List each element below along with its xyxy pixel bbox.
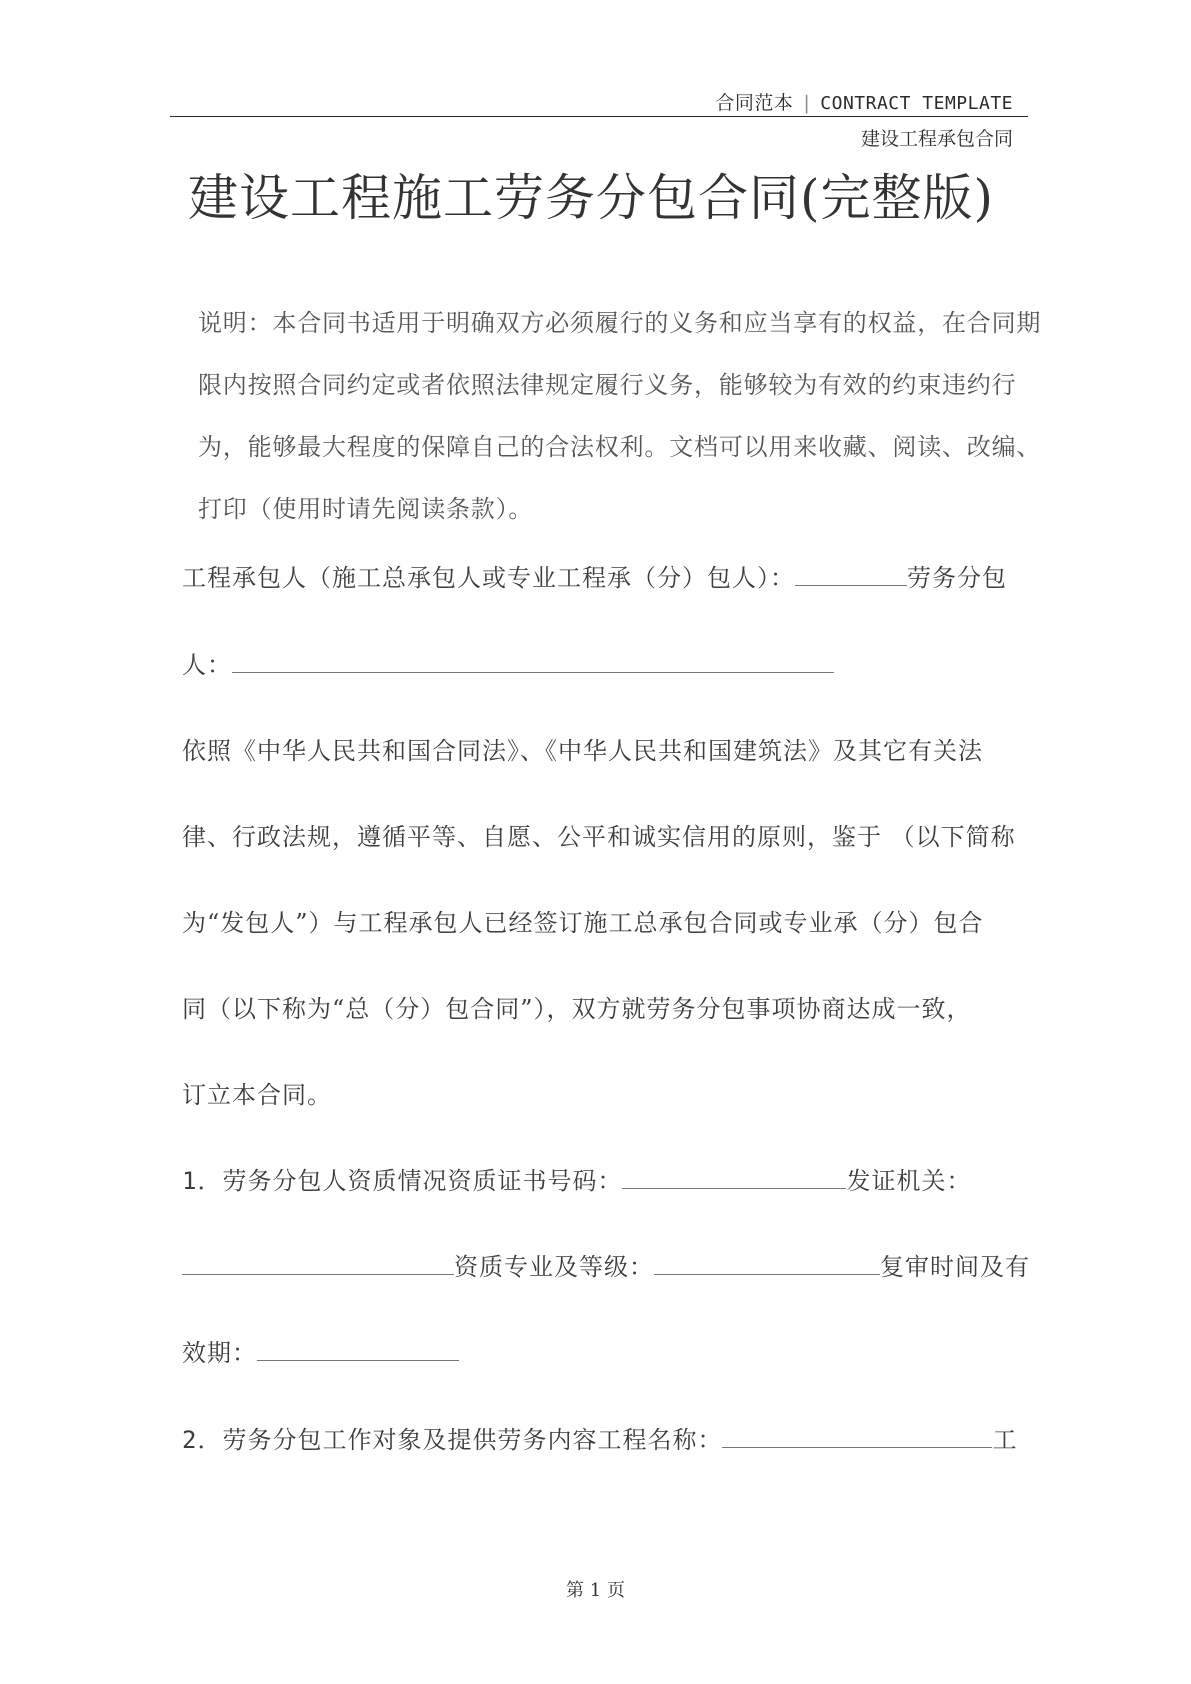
subcontractor-line [182,645,834,680]
preamble-line: 为“发包人”）与工程承包人已经签订施工总承包合同或专业承（分）包合 [182,909,984,937]
clause2-number: 2． [182,1426,223,1454]
issuer-label: 发证机关： [846,1167,972,1195]
grade-blank[interactable] [654,1248,880,1275]
review-label-b: 效期： [182,1339,257,1367]
contractor-blank[interactable] [795,559,907,586]
grade-label: 资质专业及等级： [454,1253,654,1281]
note-line: 说明：本合同书适用于明确双方必须履行的义务和应当享有的权益，在合同期 [198,309,1042,337]
clause1-line2 [182,1247,1030,1282]
certificate-number-blank[interactable] [622,1162,846,1189]
clause2-trail: 工 [992,1426,1018,1454]
header-separator: | [803,92,811,114]
header-en-label: CONTRACT TEMPLATE [820,93,1013,114]
qualification-label: 劳务分包人资质情况资质证书号码： [222,1167,623,1195]
issuer-blank[interactable] [182,1248,454,1275]
contractor-line [182,558,1007,593]
header-cn-label: 合同范本 [715,92,794,114]
preamble-line: 同（以下称为“总（分）包合同”），双方就劳务分包事项协商达成一致， [182,995,972,1023]
clause1-number: 1． [182,1167,223,1195]
header-rule [170,116,1028,117]
header-doc-type: 建设工程承包合同 [860,128,1013,150]
clause1-line1 [182,1161,971,1196]
review-label-a: 复审时间及有 [880,1253,1030,1281]
header-labels [715,88,1013,115]
preamble-line: 依照《中华人民共和国合同法》、《中华人民共和国建筑法》及其它有关法 [182,737,983,765]
subcontractor-label-b: 人： [182,651,232,679]
preamble-line: 律、行政法规，遵循平等、自愿、公平和诚实信用的原则，鉴于 （以下简称 [182,823,1016,851]
page-number: 第 1 页 [566,1580,625,1601]
project-name-blank[interactable] [722,1421,992,1448]
page-title: 建设工程施工劳务分包合同(完整版) [188,169,995,227]
validity-blank[interactable] [257,1334,459,1361]
contractor-label: 工程承包人（施工总承包人或专业工程承（分）包人）： [182,564,795,592]
note-line: 限内按照合同约定或者依照法律规定履行义务，能够较为有效的约束违约行 [198,371,1017,399]
subcontractor-blank[interactable] [232,646,834,673]
subcontractor-label-a: 劳务分包 [907,564,1007,592]
note-line: 打印（使用时请先阅读条款）。 [198,495,534,523]
clause1-line3 [182,1333,459,1368]
clause2-line [182,1420,1017,1455]
clause2-label: 劳务分包工作对象及提供劳务内容工程名称： [222,1426,723,1454]
preamble-line: 订立本合同。 [182,1081,332,1109]
note-line: 为，能够最大程度的保障自己的合法权利。文档可以用来收藏、阅读、改编、 [198,433,1042,461]
